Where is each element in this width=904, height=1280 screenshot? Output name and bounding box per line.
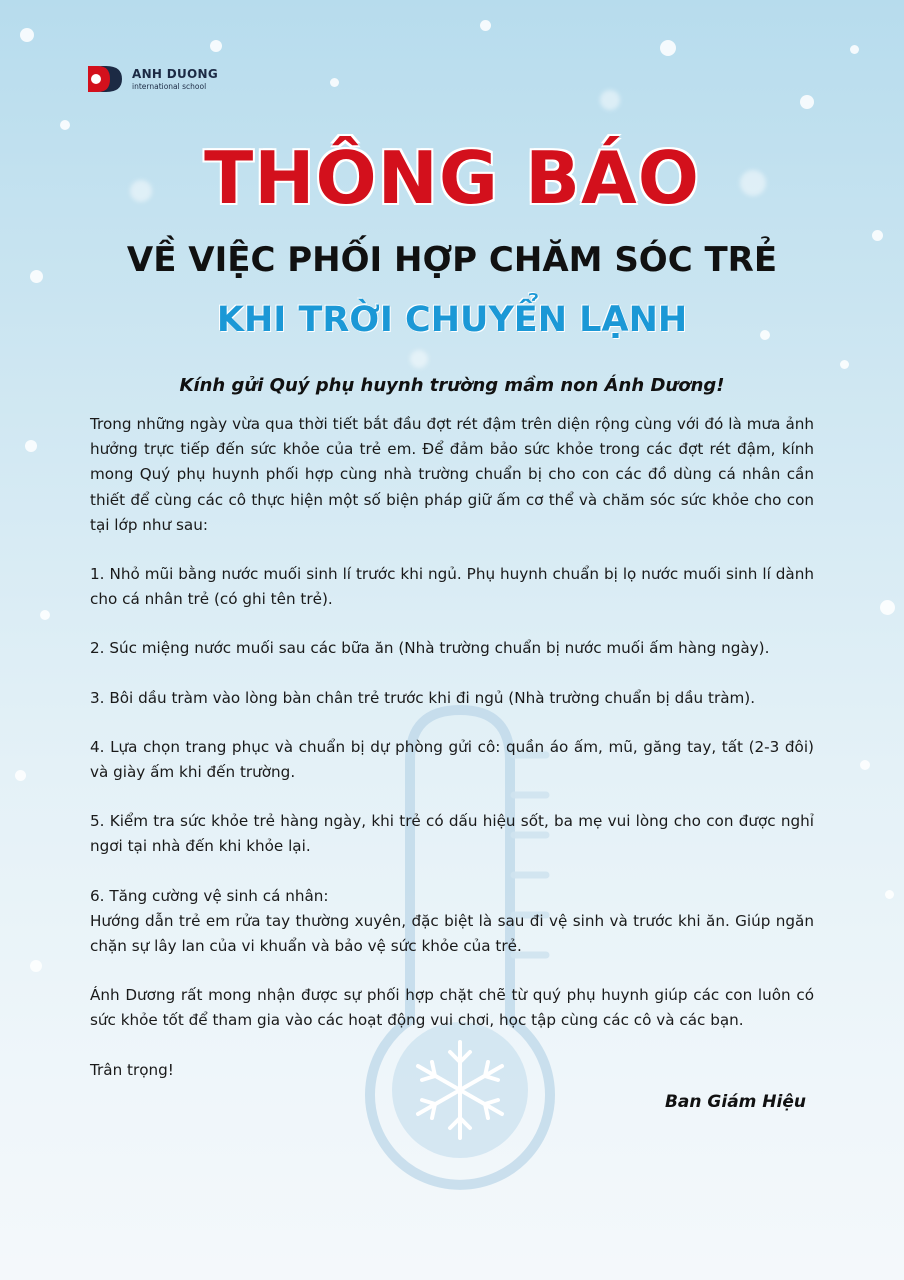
list-item-heading: 6. Tăng cường vệ sinh cá nhân: bbox=[90, 886, 329, 905]
notice-title: THÔNG BÁO bbox=[204, 136, 700, 220]
list-item: 4. Lựa chọn trang phục và chuẩn bị dự phòng gửi cô: quần áo ấm, mũ, găng tay, tất (2-3 đôi) và giày ấm khi đến trường. bbox=[90, 737, 814, 782]
regards: Trân trọng! bbox=[90, 1060, 174, 1079]
list-item: 3. Bôi dầu tràm vào lòng bàn chân trẻ trước khi đi ngủ (Nhà trường chuẩn bị dầu tràm). bbox=[90, 688, 756, 707]
closing-paragraph: Ánh Dương rất mong nhận được sự phối hợp chặt chẽ từ quý phụ huynh giúp các con luôn có sức khỏe tốt để tham gia vào các hoạt động vui chơi, học tập cùng các cô và các bạn. bbox=[90, 986, 814, 1030]
intro-paragraph: Trong những ngày vừa qua thời tiết bắt đầu đợt rét đậm trên diện rộng cùng với đó là mưa ảnh hưởng trực tiếp đến sức khỏe của trẻ em. Để đảm bảo sức khỏe trong các đợt rét đậm, kính mong Quý phụ huynh phối hợp cùng nhà trường chuẩn bị cho con các đồ dùng cá nhân cần thiết để cùng các cô thực hiện một số biện pháp giữ ấm cơ thể và chăm sóc sức khỏe cho con tại lớp như sau: bbox=[90, 415, 814, 534]
list-item: 2. Súc miệng nước muối sau các bữa ăn (Nhà trường chuẩn bị nước muối ấm hàng ngày). bbox=[90, 639, 770, 658]
signature: Ban Giám Hiệu bbox=[664, 1092, 806, 1112]
list-item: 1. Nhỏ mũi bằng nước muối sinh lí trước khi ngủ. Phụ huynh chuẩn bị lọ nước muối sinh lí dành cho cá nhân trẻ (có ghi tên trẻ). bbox=[90, 565, 814, 609]
greeting: Kính gửi Quý phụ huynh trường mầm non Ánh Dương! bbox=[179, 375, 725, 396]
school-name: ANH DUONG bbox=[132, 66, 219, 81]
school-subtitle: international school bbox=[132, 81, 207, 91]
school-logo bbox=[84, 62, 218, 96]
notice-subtitle: VỀ VIỆC PHỐI HỢP CHĂM SÓC TRẺ bbox=[126, 240, 778, 280]
school-logo-icon bbox=[84, 62, 126, 96]
notice-subtitle-2: KHI TRỜI CHUYỂN LẠNH bbox=[216, 300, 688, 340]
list-item: 5. Kiểm tra sức khỏe trẻ hàng ngày, khi trẻ có dấu hiệu sốt, ba mẹ vui lòng cho con được nghỉ ngơi tại nhà đến khi khỏe lại. bbox=[90, 812, 814, 856]
notice-body bbox=[90, 412, 814, 1107]
list-item: Hướng dẫn trẻ em rửa tay thường xuyên, đặc biệt là sau đi vệ sinh và trước khi ăn. Giúp ngăn chặn sự lây lan của vi khuẩn và bảo vệ sức khỏe của trẻ. bbox=[90, 911, 814, 956]
